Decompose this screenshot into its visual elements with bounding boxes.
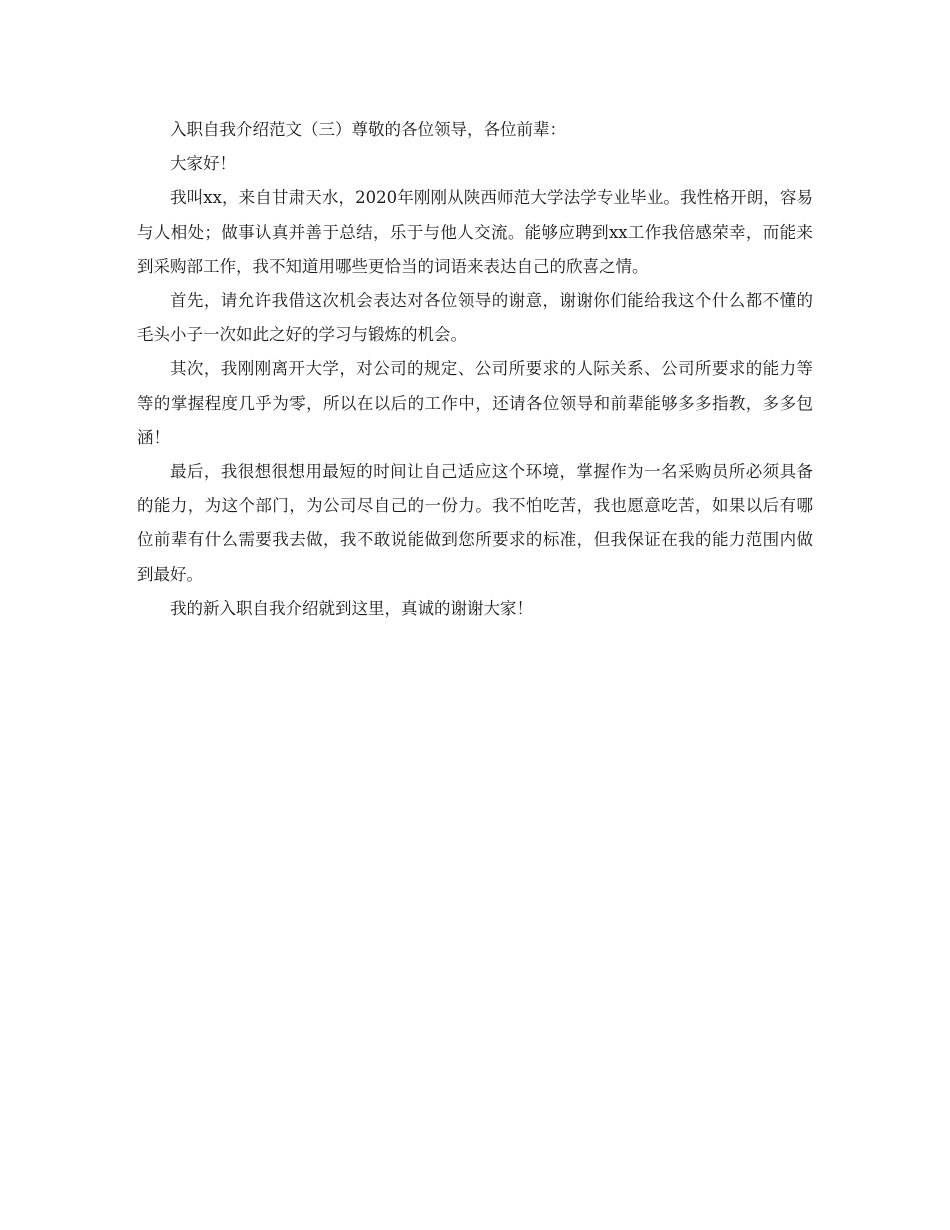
paragraph-closing: 我的新入职自我介绍就到这里，真诚的谢谢大家！ xyxy=(170,598,533,618)
document-body xyxy=(137,113,813,626)
paragraph-second: 其次，我刚刚离开大学，对公司的规定、公司所要求的人际关系、公司所要求的能力等等的掌握程度几乎为零，所以在以后的工作中，还请各位领导和前辈能够多多指教，多多包涵！ xyxy=(137,359,813,447)
paragraph-hello: 大家好！ xyxy=(170,154,236,174)
paragraph-title-greeting: 入职自我介绍范文（三）尊敬的各位领导，各位前辈： xyxy=(170,120,566,139)
paragraph-first: 首先，请允许我借这次机会表达对各位领导的谢意，谢谢你们能给我这个什么都不懂的毛头小子一次如此之好的学习与锻炼的机会。 xyxy=(137,291,813,345)
paragraph-introduction: 我叫xx，来自甘肃天水，2020年刚刚从陕西师范大学法学专业毕业。我性格开朗，容易与人相处；做事认真并善于总结，乐于与他人交流。能够应聘到xx工作我倍感荣幸，而能来到采购部工作，我不知道用哪些更恰当的词语来表达自己的欣喜之情。 xyxy=(137,188,813,276)
paragraph-last: 最后，我很想很想用最短的时间让自己适应这个环境，掌握作为一名采购员所必须具备的能力，为这个部门，为公司尽自己的一份力。我不怕吃苦，我也愿意吃苦，如果以后有哪位前辈有什么需要我去做，我不敢说能做到您所要求的标准，但我保证在我的能力范围内做到最好。 xyxy=(137,462,813,584)
